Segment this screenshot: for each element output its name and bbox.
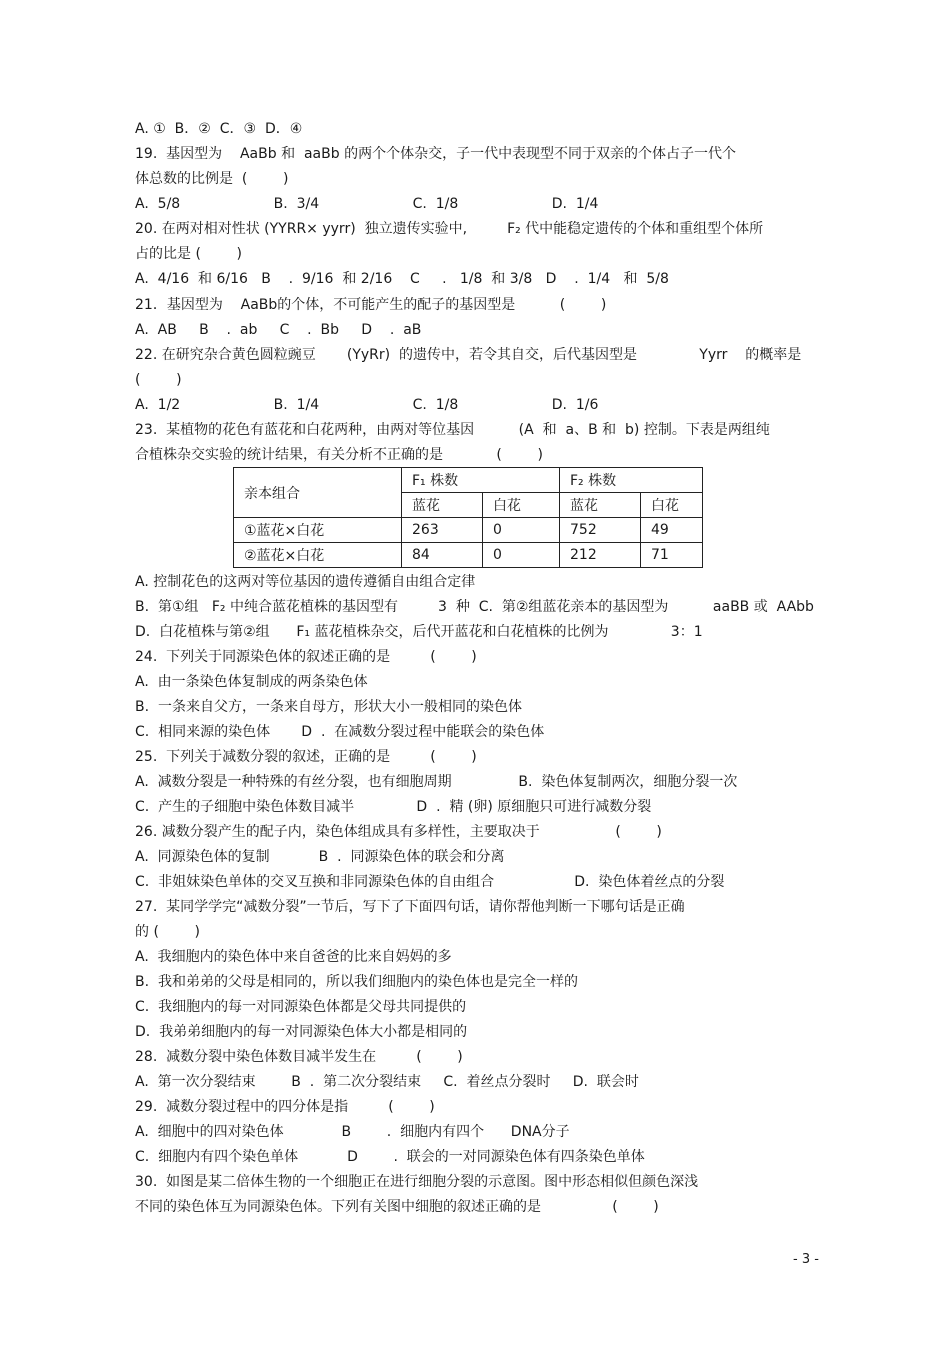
q29-option-ab: A. 细胞中的四对染色体 B . 细胞内有四个 DNA分子 xyxy=(135,1124,570,1140)
q22-stem: 22. 在研究杂合黄色圆粒豌豆 (YyRr) 的遗传中，若令其自交，后代基因型是 Yyrr 的概率是 xyxy=(135,347,802,363)
row-f2-white: 71 xyxy=(641,543,703,568)
subheader-f1-blue: 蓝花 xyxy=(402,493,483,518)
header-parent-combination: 亲本组合 xyxy=(234,468,402,518)
q23-option-d: D. 白花植株与第②组 F₁ 蓝花植株杂交，后代开蓝花和白花植株的比例为 3：1 xyxy=(135,624,703,640)
header-f1-count: F₁ 株数 xyxy=(402,468,560,493)
q26-option-ab: A. 同源染色体的复制 B . 同源染色体的联会和分离 xyxy=(135,849,505,865)
q28-options: A. 第一次分裂结束 B . 第二次分裂结束 C. 着丝点分裂时 D. 联会时 xyxy=(135,1074,639,1090)
q20-stem-cont: 占的比是 ( ) xyxy=(135,246,242,262)
q19-stem-cont: 体总数的比例是 ( ) xyxy=(135,171,289,187)
q21-stem: 21．基因型为 AaBb的个体，不可能产生的配子的基因型是 ( ) xyxy=(135,297,607,313)
q27-option-a: A. 我细胞内的染色体中来自爸爸的比来自妈妈的多 xyxy=(135,949,452,965)
row-f1-blue: 84 xyxy=(402,543,483,568)
q26-stem: 26. 减数分裂产生的配子内，染色体组成具有多样性，主要取决于 ( ) xyxy=(135,824,662,840)
q25-option-cd: C. 产生的子细胞中染色体数目减半 D . 精 (卵) 原细胞只可进行减数分裂 xyxy=(135,799,652,815)
row-f1-white: 0 xyxy=(483,543,560,568)
q21-options: A. AB B . ab C . Bb D . aB xyxy=(135,322,422,338)
q25-stem: 25. 下列关于减数分裂的叙述，正确的是 ( ) xyxy=(135,749,477,765)
q30-stem: 30. 如图是某二倍体生物的一个细胞正在进行细胞分裂的示意图。图中形态相似但颜色深浅 xyxy=(135,1174,699,1190)
q20-options: A. 4/16 和 6/16 B . 9/16 和 2/16 C . 1/8 和 3/8 D . 1/4 和 5/8 xyxy=(135,271,669,287)
q26-option-cd: C. 非姐妹染色单体的交叉互换和非同源染色体的自由组合 D. 染色体着丝点的分裂 xyxy=(135,874,725,890)
subheader-f2-white: 白花 xyxy=(641,493,703,518)
q22-stem-cont: ( ) xyxy=(135,372,182,388)
q19-stem: 19. 基因型为 AaBb 和 aaBb 的两个个体杂交，子一代中表现型不同于双亲的个体占子一代个 xyxy=(135,146,737,162)
subheader-f2-blue: 蓝花 xyxy=(560,493,641,518)
q28-stem: 28. 减数分裂中染色体数目减半发生在 ( ) xyxy=(135,1049,463,1065)
q29-stem: 29. 减数分裂过程中的四分体是指 ( ) xyxy=(135,1099,435,1115)
row-parent: ①蓝花×白花 xyxy=(234,518,402,543)
table-header-row xyxy=(234,468,703,493)
row-f2-blue: 752 xyxy=(560,518,641,543)
q23-option-a: A. 控制花色的这两对等位基因的遗传遵循自由组合定律 xyxy=(135,574,476,590)
row-f1-blue: 263 xyxy=(402,518,483,543)
q24-stem: 24. 下列关于同源染色体的叙述正确的是 ( ) xyxy=(135,649,477,665)
table-row xyxy=(234,543,703,568)
q18-options: A. ① B．② C．③ D．④ xyxy=(135,121,303,137)
q25-option-ab: A. 减数分裂是一种特殊的有丝分裂，也有细胞周期 B. 染色体复制两次，细胞分裂一次 xyxy=(135,774,738,790)
row-parent: ②蓝花×白花 xyxy=(234,543,402,568)
q29-option-cd: C. 细胞内有四个染色单体 D . 联会的一对同源染色体有四条染色单体 xyxy=(135,1149,645,1165)
row-f1-white: 0 xyxy=(483,518,560,543)
q19-options: A. 5/8 B. 3/4 C. 1/8 D. 1/4 xyxy=(135,196,599,212)
q24-option-cd: C. 相同来源的染色体 D . 在减数分裂过程中能联会的染色体 xyxy=(135,724,545,740)
cross-result-table xyxy=(233,467,703,568)
table-row xyxy=(234,518,703,543)
q27-option-c: C. 我细胞内的每一对同源染色体都是父母共同提供的 xyxy=(135,999,467,1015)
row-f2-blue: 212 xyxy=(560,543,641,568)
q27-option-b: B. 我和弟弟的父母是相同的，所以我们细胞内的染色体也是完全一样的 xyxy=(135,974,578,990)
q30-stem-cont: 不同的染色体互为同源染色体。下列有关图中细胞的叙述正确的是 ( ) xyxy=(135,1199,659,1215)
q22-options: A. 1/2 B. 1/4 C. 1/8 D. 1/6 xyxy=(135,397,599,413)
q23-option-bc: B. 第①组 F₂ 中纯合蓝花植株的基因型有 3 种 C. 第②组蓝花亲本的基因型为 aaBB 或 AAbb xyxy=(135,599,814,615)
subheader-f1-white: 白花 xyxy=(483,493,560,518)
q27-stem: 27. 某同学学完“减数分裂”一节后，写下了下面四句话，请你帮他判断一下哪句话是正确 xyxy=(135,899,685,915)
q24-option-b: B. 一条来自父方，一条来自母方，形状大小一般相同的染色体 xyxy=(135,699,522,715)
q27-option-d: D. 我弟弟细胞内的每一对同源染色体大小都是相同的 xyxy=(135,1024,468,1040)
q20-stem: 20. 在两对相对性状 (YYRR× yyrr) 独立遗传实验中, F₂ 代中能稳定遗传的个体和重组型个体所 xyxy=(135,221,764,237)
q24-option-a: A. 由一条染色体复制成的两条染色体 xyxy=(135,674,368,690)
page-number: - 3 - xyxy=(793,1252,819,1267)
q27-stem-cont: 的 ( ) xyxy=(135,924,200,940)
q23-stem-cont: 合植株杂交实验的统计结果，有关分析不正确的是 ( ) xyxy=(135,447,543,463)
header-f2-count: F₂ 株数 xyxy=(560,468,703,493)
q23-stem: 23. 某植物的花色有蓝花和白花两种，由两对等位基因 (A 和 a、B 和 b) 控制。下表是两组纯 xyxy=(135,422,770,438)
row-f2-white: 49 xyxy=(641,518,703,543)
